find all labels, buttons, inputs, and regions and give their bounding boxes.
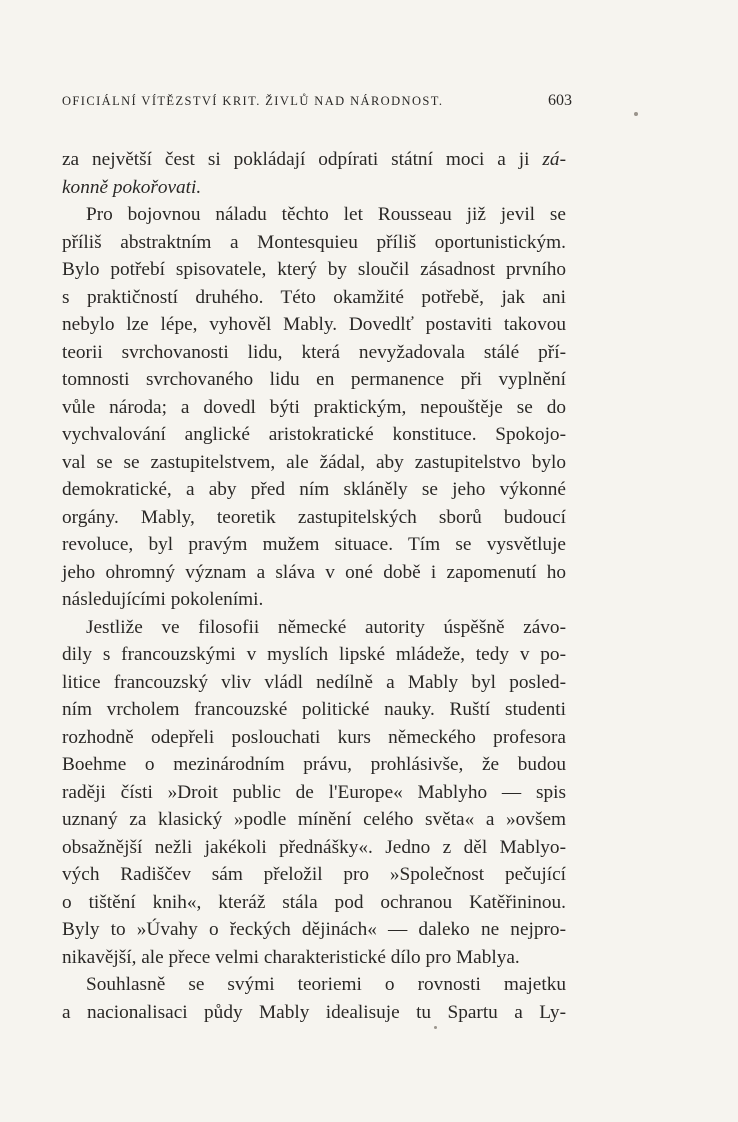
text-line: ním vrcholem francouzské politické nauky. Ruští studenti — [62, 699, 566, 720]
text-line: Bylo potřebí spisovatele, který by sloučil zásadnost prvního — [62, 259, 566, 280]
paper-speck — [434, 1026, 437, 1029]
text-line: uznaný za klasický »podle mínění celého světa« a »ovšem — [62, 809, 566, 830]
text-line: a nacionalisaci půdy Mably idealisuje tu Spartu a Ly- — [62, 1001, 566, 1023]
text-line: obsažnější nežli jakékoli přednášky«. Jedno z děl Mablyo- — [62, 836, 566, 858]
text-line: raději čísti »Droit public de l'Europe« Mablyho — spis — [62, 781, 566, 803]
text-line: teorii svrchovanosti lidu, která nevyžadovala stálé pří- — [62, 341, 566, 363]
text-line: rozhodně odepřeli poslouchati kurs německého profesora — [62, 726, 566, 748]
text-line: za největší čest si pokládají odpírati státní moci a ji zá- — [62, 149, 566, 170]
text-line: vůle národa; a dovedl býti praktickým, nepouštěje se do — [62, 396, 566, 418]
text-line: nebylo lze lépe, vyhověl Mably. Dovedlť postaviti takovou — [62, 314, 566, 335]
paper-speck — [634, 112, 638, 116]
text-line: vých Radiščev sám přeložil pro »Společnost pečující — [62, 864, 566, 885]
running-title: OFICIÁLNÍ VÍTĚZSTVÍ KRIT. ŽIVLŮ NAD NÁRODNOST. — [62, 94, 444, 108]
text-line: dily s francouzskými v myslích lipské mládeže, tedy v po- — [62, 644, 566, 665]
text-line: orgány. Mably, teoretik zastupitelských sborů budoucí — [62, 506, 566, 528]
body-text — [62, 146, 566, 1026]
text-line: demokratické, a aby před ním skláněly se jeho výkonné — [62, 479, 566, 500]
text-line: revoluce, byl pravým mužem situace. Tím se vysvětluje — [62, 534, 566, 555]
text-line: val se se zastupitelstvem, ale žádal, aby zastupitelstvo bylo — [62, 451, 566, 473]
text-line: Jestliže ve filosofii německé autority úspěšně závo- — [86, 616, 566, 638]
text-line: Souhlasně se svými teoriemi o rovnosti majetku — [86, 974, 566, 995]
text-line: tomnosti svrchovaného lidu en permanence při vyplnění — [62, 369, 566, 390]
running-header — [62, 92, 572, 116]
text-line: o tištění knih«, kteráž stála pod ochranou Katěřininou. — [62, 891, 566, 913]
text-line: konně pokořovati. — [62, 176, 202, 198]
text-line: Boehme o mezinárodním právu, prohlásivše, že budou — [62, 754, 566, 775]
text-line: Byly to »Úvahy o řeckých dějinách« — daleko ne nejpro- — [62, 919, 566, 940]
text-line: jeho ohromný význam a sláva v oné době i zapomenutí ho — [62, 561, 566, 583]
text-line: litice francouzský vliv vládl nedílně a Mably byl posled- — [62, 671, 566, 693]
text-line: následujícími pokoleními. — [62, 589, 264, 610]
text-line: s praktičností druhého. Této okamžité potřebě, jak ani — [62, 286, 566, 308]
text-line: Pro bojovnou náladu těchto let Rousseau již jevil se — [86, 204, 566, 225]
text-line: nikavější, ale přece velmi charakteristické dílo pro Mablya. — [62, 946, 520, 968]
text-line: vychvalování anglické aristokratické konstituce. Spokojo- — [62, 424, 566, 445]
text-line: příliš abstraktním a Montesquieu příliš oportunistickým. — [62, 231, 566, 253]
page-number: 603 — [548, 92, 572, 109]
